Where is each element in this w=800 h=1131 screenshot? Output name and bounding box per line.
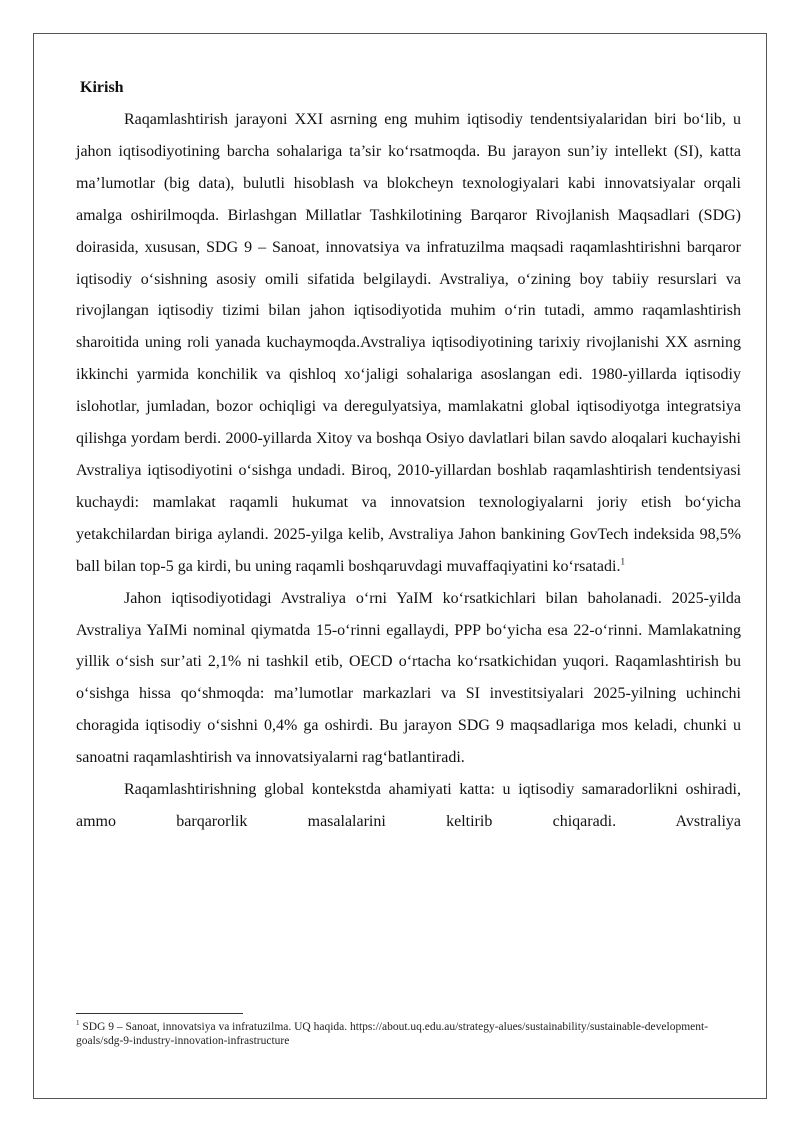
paragraph-2: Jahon iqtisodiyotidagi Avstraliya o‘rni YaIM ko‘rsatkichlari bilan baholanadi. 2025-yilda Avstraliya YaIMi nominal qiymatda 15-o‘rinni egallaydi, PPP bo‘yicha esa 22-o‘rinni. Mamlakatning yillik o‘sish sur’ati 2,1% ni tashkil etib, OECD o‘rtacha ko‘rsatkichidan yuqori. Raqamlashtirish bu o‘sishga hissa qo‘shmoqda: ma’lumotlar markazlari va SI investitsiyalari 2025-yilning uchinchi choragida iqtisodiy o‘sishni 0,4% ga oshirdi. Bu jarayon SDG 9 maqsadlariga mos keladi, chunki u sanoatni raqamlashtirish va innovatsiyalarni rag‘batlantiradi. <box>76 589 741 767</box>
footnote-reference[interactable]: 1 <box>620 556 625 567</box>
section-heading: Kirish <box>80 79 124 96</box>
document-body <box>76 72 741 838</box>
paragraph-1 <box>76 104 741 583</box>
paragraph-3: Raqamlashtirishning global kontekstda ahamiyati katta: u iqtisodiy samaradorlikni oshiradi, ammo barqarorlik masalalarini keltirib chiqaradi. Avstraliya <box>76 781 741 830</box>
footnote-number: 1 <box>76 1019 80 1028</box>
footnote-separator <box>76 1013 243 1014</box>
footnote <box>76 1020 741 1048</box>
paragraph-1-text: Raqamlashtirish jarayoni XXI asrning eng muhim iqtisodiy tendentsiyalaridan biri bo‘lib, u jahon iqtisodiyotining barcha sohalariga ta’sir ko‘rsatmoqda. Bu jarayon sun’iy intellekt (SI), katta ma’lumotlar (big data), bulutli hisoblash va blokcheyn texnologiyalari kabi innovatsiyalar orqali amalga oshirilmoqda. Birlashgan Millatlar Tashkilotining Barqaror Rivojlanish Maqsadlari (SDG) doirasida, xususan, SDG 9 – Sanoat, innovatsiya va infratuzilma maqsadi raqamlashtirishni barqaror iqtisodiy o‘sishning asosiy omili sifatida belgilaydi. Avstraliya, o‘zining boy tabiiy resurslari va rivojlangan iqtisodiy tizimi bilan jahon iqtisodiyotida muhim o‘rin tutadi, ammo raqamlashtirish sharoitida uning roli yanada kuchaymoqda.Avstraliya iqtisodiyotining tarixiy rivojlanishi XX asrning ikkinchi yarmida konchilik va qishloq xo‘jaligi sohalariga asoslangan edi. 1980-yillarda iqtisodiy islohotlar, jumladan, bozor ochiqligi va deregulyatsiya, mamlakatni global iqtisodiyotga integratsiya qilishga yordam berdi. 2000-yillarda Xitoy va boshqa Osiyo davlatlari bilan savdo aloqalari kuchayishi Avstraliya iqtisodiyotini o‘sishga undadi. Biroq, 2010-yillardan boshlab raqamlashtirish tendentsiyasi kuchaydi: mamlakat raqamli hukumat va innovatsion texnologiyalarni joriy etish bo‘yicha yetakchilardan biriga aylandi. 2025-yilga kelib, Avstraliya Jahon bankining GovTech indeksida 98,5% ball bilan top-5 ga kirdi, bu uning raqamli boshqaruvdagi muvaffaqiyatini ko‘rsatadi. <box>76 111 741 575</box>
footnote-text: SDG 9 – Sanoat, innovatsiya va infratuzilma. UQ haqida. https://about.uq.edu.au/strategy-alues/sustainability/sustainable-development-goals/sdg-9-industry-innovation-infrastructure <box>76 1021 709 1047</box>
